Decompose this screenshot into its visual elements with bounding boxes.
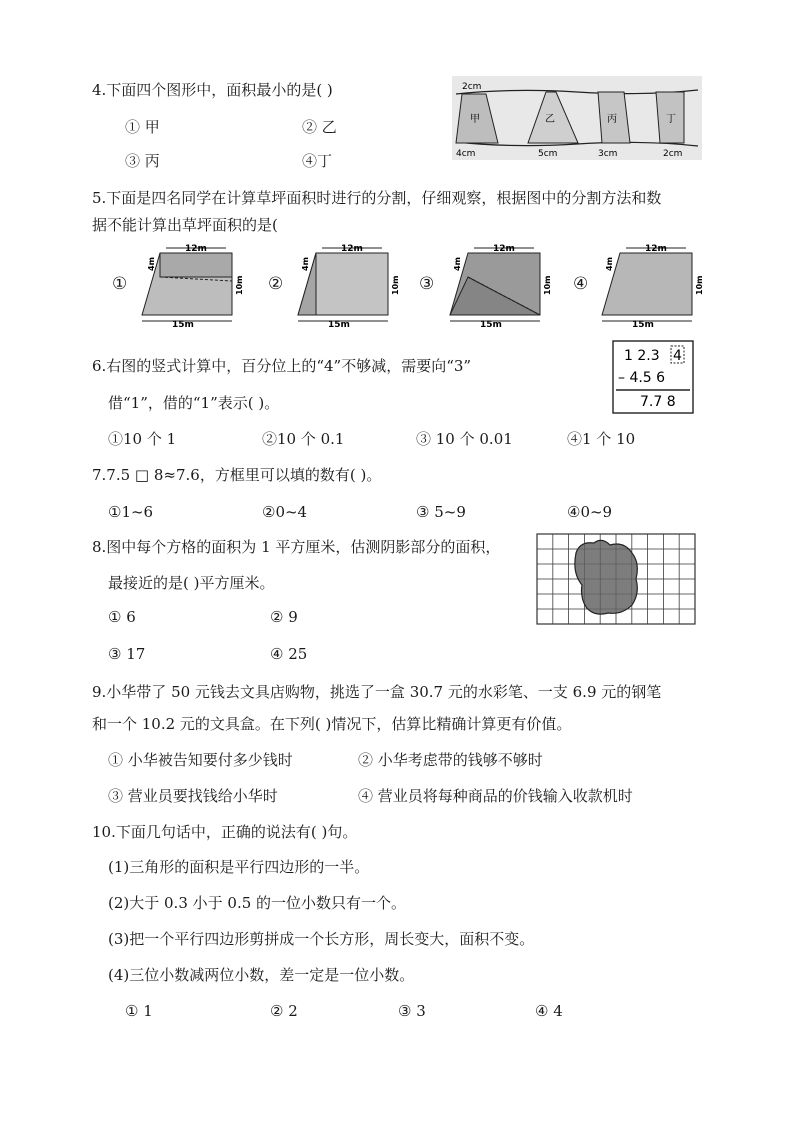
- q10-option-2[interactable]: ② 2: [270, 1002, 298, 1020]
- q4-bottom-label-1: 4cm: [456, 149, 476, 159]
- q5-figure-number-1[interactable]: ①: [112, 274, 128, 294]
- q6-option-3[interactable]: ③ 10 个 0.01: [416, 430, 513, 448]
- q8-grid-figure: [536, 533, 696, 625]
- q10-statement-3: (3)把一个平行四边形剪拼成一个长方形，周长变大，面积不变。: [108, 930, 535, 948]
- q7-option-2[interactable]: ②0~4: [262, 503, 308, 521]
- q5f3-right-dim: 10m: [543, 275, 552, 295]
- q4-bottom-label-2: 5cm: [538, 149, 558, 159]
- q6-vertical-subtraction: [612, 340, 694, 414]
- q8-option-1[interactable]: ① 6: [108, 608, 136, 626]
- q6-row2: – 4.5 6: [618, 370, 666, 386]
- q4-shape-label-2: 乙: [545, 114, 555, 125]
- q5f4-right-dim: 10m: [695, 275, 704, 295]
- q4-stem: 4.下面四个图形中，面积最小的是( ): [92, 81, 333, 99]
- q5f4-top-dim: 12m: [645, 244, 667, 254]
- q7-option-3[interactable]: ③ 5~9: [416, 503, 466, 521]
- q6-result: 7.7 8: [640, 394, 676, 410]
- q5f3-bottom-dim: 15m: [480, 320, 502, 329]
- q5f4-bottom-dim: 15m: [632, 320, 654, 329]
- q6-boxed-digit: 4: [673, 348, 682, 364]
- q5f2-bottom-dim: 15m: [328, 320, 350, 329]
- q10-stem: 10.下面几句话中，正确的说法有( )句。: [92, 823, 358, 841]
- q4-shape-label-1: 甲: [470, 114, 480, 125]
- q6-stem-line2: 借“1”，借的“1”表示( )。: [108, 394, 280, 412]
- q7-option-4[interactable]: ④0~9: [567, 503, 613, 521]
- q5f1-left-dim: 4m: [147, 257, 156, 271]
- q4-option-3[interactable]: ③ 丙: [125, 152, 160, 170]
- q5-lawn-figure-2: [292, 243, 410, 329]
- q10-option-3[interactable]: ③ 3: [398, 1002, 426, 1020]
- q5-lawn-figure-3: [444, 243, 562, 329]
- q6-option-1[interactable]: ①10 个 1: [108, 430, 177, 448]
- q8-stem-line1: 8.图中每个方格的面积为 1 平方厘米，估测阴影部分的面积，: [92, 538, 501, 556]
- q9-option-3[interactable]: ③ 营业员要找钱给小华时: [108, 787, 278, 805]
- q5f2-left-dim: 4m: [301, 257, 310, 271]
- q5f1-bottom-dim: 15m: [172, 320, 194, 329]
- q9-option-2[interactable]: ② 小华考虑带的钱够不够时: [358, 751, 543, 769]
- q5f1-right-dim: 10m: [235, 275, 244, 295]
- q10-option-4[interactable]: ④ 4: [535, 1002, 563, 1020]
- q4-shape-label-3: 丙: [607, 114, 617, 125]
- q5-figure-number-3[interactable]: ③: [419, 274, 435, 294]
- q7-stem: 7.7.5 □ 8≈7.6，方框里可以填的数有( )。: [92, 466, 382, 484]
- q5-figure-number-2[interactable]: ②: [268, 274, 284, 294]
- q9-option-4[interactable]: ④ 营业员将每种商品的价钱输入收款机时: [358, 787, 633, 805]
- q5f2-top-dim: 12m: [341, 244, 363, 254]
- q4-top-label: 2cm: [462, 82, 482, 92]
- q5-lawn-figure-1: [136, 243, 254, 329]
- q10-statement-1: (1)三角形的面积是平行四边形的一半。: [108, 858, 370, 876]
- q5f4-left-dim: 4m: [605, 257, 614, 271]
- q6-stem-line1: 6.右图的竖式计算中，百分位上的“4”不够减，需要向“3”: [92, 357, 472, 375]
- q10-statement-4: (4)三位小数减两位小数，差一定是一位小数。: [108, 966, 415, 984]
- q4-shape-label-4: 丁: [666, 114, 676, 125]
- q8-option-4[interactable]: ④ 25: [270, 645, 308, 663]
- q9-option-1[interactable]: ① 小华被告知要付多少钱时: [108, 751, 293, 769]
- q9-stem-line1: 9.小华带了 50 元钱去文具店购物，挑选了一盒 30.7 元的水彩笔、一支 6.9 元的钢笔: [92, 683, 662, 701]
- q5-stem-line1: 5.下面是四名同学在计算草坪面积时进行的分割，仔细观察，根据图中的分割方法和数: [92, 189, 662, 207]
- q4-option-2[interactable]: ② 乙: [302, 118, 337, 136]
- q6-option-4[interactable]: ④1 个 10: [567, 430, 636, 448]
- q8-option-3[interactable]: ③ 17: [108, 645, 146, 663]
- q5f3-left-dim: 4m: [453, 257, 462, 271]
- q6-row1: 1 2.3: [624, 348, 660, 364]
- q5-figure-number-4[interactable]: ④: [573, 274, 589, 294]
- q5-lawn-figure-4: [596, 243, 714, 329]
- q4-option-1[interactable]: ① 甲: [125, 118, 160, 136]
- q8-stem-line2: 最接近的是( )平方厘米。: [108, 574, 275, 592]
- q5f3-top-dim: 12m: [493, 244, 515, 254]
- q4-trapezoid-figure: [452, 76, 702, 160]
- q4-option-4[interactable]: ④丁: [302, 152, 333, 170]
- q9-stem-line2: 和一个 10.2 元的文具盒。在下列( )情况下，估算比精确计算更有价值。: [92, 715, 572, 733]
- q8-option-2[interactable]: ② 9: [270, 608, 298, 626]
- q5-stem-line2: 据不能计算出草坪面积的是(: [92, 216, 278, 234]
- q10-statement-2: (2)大于 0.3 小于 0.5 的一位小数只有一个。: [108, 894, 407, 912]
- q5f2-right-dim: 10m: [391, 275, 400, 295]
- q10-option-1[interactable]: ① 1: [125, 1002, 153, 1020]
- q6-option-2[interactable]: ②10 个 0.1: [262, 430, 345, 448]
- q7-option-1[interactable]: ①1~6: [108, 503, 154, 521]
- q4-bottom-label-4: 2cm: [663, 149, 683, 159]
- q4-bottom-label-3: 3cm: [598, 149, 618, 159]
- q5f1-top-dim: 12m: [185, 244, 207, 254]
